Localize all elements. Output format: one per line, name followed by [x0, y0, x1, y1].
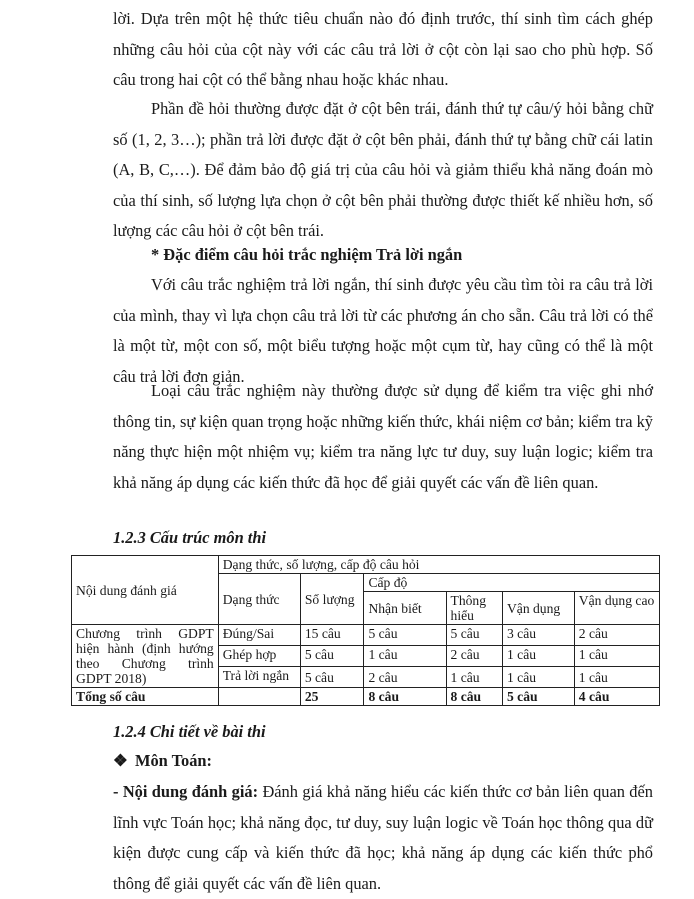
- section-heading-exam-details: 1.2.4 Chi tiết về bài thi: [113, 722, 266, 741]
- header-content: Nội dung đánh giá: [72, 556, 219, 625]
- program-cell: Chương trình GDPT hiện hành (định hướng theo Chương trình GDPT 2018): [72, 625, 219, 688]
- row-type: Ghép hợp: [218, 646, 300, 667]
- section-heading-exam-structure: 1.2.3 Cấu trúc môn thi: [113, 528, 267, 547]
- row-count: 5 câu: [300, 646, 364, 667]
- header-type: Dạng thức: [218, 574, 300, 625]
- header-level-2: Thông hiểu: [446, 592, 502, 625]
- total-label: Tổng số câu: [72, 688, 219, 706]
- row-level-3: 1 câu: [502, 646, 574, 667]
- row-level-3: 1 câu: [502, 667, 574, 688]
- total-level-3: 5 câu: [502, 688, 574, 706]
- row-level-4: 1 câu: [574, 646, 659, 667]
- total-level-2: 8 câu: [446, 688, 502, 706]
- total-count: 25: [300, 688, 364, 706]
- diamond-bullet-icon: ❖: [113, 751, 128, 770]
- math-subject-heading: [113, 746, 212, 776]
- row-level-1: 2 câu: [364, 667, 446, 688]
- row-count: 5 câu: [300, 667, 364, 688]
- row-level-4: 1 câu: [574, 667, 659, 688]
- row-type: Trả lời ngắn: [218, 667, 300, 688]
- math-title: Môn Toán:: [135, 751, 212, 770]
- math-assessment-label: - Nội dung đánh giá:: [113, 782, 259, 801]
- header-level-3: Vận dụng: [502, 592, 574, 625]
- total-level-1: 8 câu: [364, 688, 446, 706]
- row-level-1: 5 câu: [364, 625, 446, 646]
- paragraph-short-answer-usage: Loại câu trắc nghiệm này thường được sử dụng để kiểm tra việc ghi nhớ thông tin, sự kiện quan trọng hoặc những kiến thức, khái niệm cơ bản; kiểm tra kỹ năng thực hiện một nhiệm vụ; kiểm tra năng lực tư duy, suy luận logic; kiểm tra khả năng áp dụng các kiến thức đã học để giải quyết các vấn đề liên quan.: [113, 381, 653, 492]
- row-type: Đúng/Sai: [218, 625, 300, 646]
- total-level-4: 4 câu: [574, 688, 659, 706]
- math-assessment-text: Đánh giá khả năng hiểu các kiến thức cơ bản liên quan đến lĩnh vực Toán học; khả năng đọc, tư duy, suy luận logic về Toán học thông qua dữ kiện được cung cấp và kiến thức đã học; khả năng áp dụng các kiến thức phổ thông để giải quyết các vấn đề liên quan.: [113, 782, 653, 893]
- total-type-empty: [218, 688, 300, 706]
- paragraph-math-assessment: [113, 777, 653, 899]
- table-row: [72, 625, 660, 646]
- row-level-2: 2 câu: [446, 646, 502, 667]
- row-level-2: 5 câu: [446, 625, 502, 646]
- row-count: 15 câu: [300, 625, 364, 646]
- header-level-1: Nhận biết: [364, 592, 446, 625]
- exam-structure-table: [71, 555, 660, 706]
- paragraph-short-answer: Với câu trắc nghiệm trả lời ngắn, thí sinh được yêu cầu tìm tòi ra câu trả lời của mình, thay vì lựa chọn câu trả lời từ các phương án cho sẵn. Câu trả lời có thể là một từ, một con số, một biểu tượng hoặc một cụm từ, hay cũng có thể là một câu trả lời đơn giản.: [113, 275, 653, 386]
- row-level-1: 1 câu: [364, 646, 446, 667]
- header-form: Dạng thức, số lượng, cấp độ câu hỏi: [218, 556, 659, 574]
- header-count: Số lượng: [300, 574, 364, 625]
- paragraph-matching-format: Phần đề hỏi thường được đặt ở cột bên trái, đánh thứ tự câu/ý hỏi bằng chữ số (1, 2, 3…); phần trả lời được đặt ở cột bên phải, đánh thứ tự bằng chữ cái latin (A, B, C,…). Để đảm bảo độ giá trị của câu hỏi và giảm thiểu khả năng đoán mò của thí sinh, số lượng lựa chọn ở cột bên phải thường được thiết kế nhiều hơn, số lượng các câu hỏi ở cột bên trái.: [113, 99, 653, 240]
- heading-short-answer: * Đặc điểm câu hỏi trắc nghiệm Trả lời ngắn: [151, 245, 463, 264]
- header-level: Cấp độ: [364, 574, 660, 592]
- row-level-2: 1 câu: [446, 667, 502, 688]
- table-total-row: [72, 688, 660, 706]
- row-level-4: 2 câu: [574, 625, 659, 646]
- header-level-4: Vận dụng cao: [574, 592, 659, 625]
- row-level-3: 3 câu: [502, 625, 574, 646]
- paragraph-matching-continued: lời. Dựa trên một hệ thức tiêu chuẩn nào đó định trước, thí sinh tìm cách ghép những câu hỏi của cột này với các câu trả lời ở cột còn lại sao cho phù hợp. Số câu trong hai cột có thể bằng nhau hoặc khác nhau.: [113, 9, 653, 89]
